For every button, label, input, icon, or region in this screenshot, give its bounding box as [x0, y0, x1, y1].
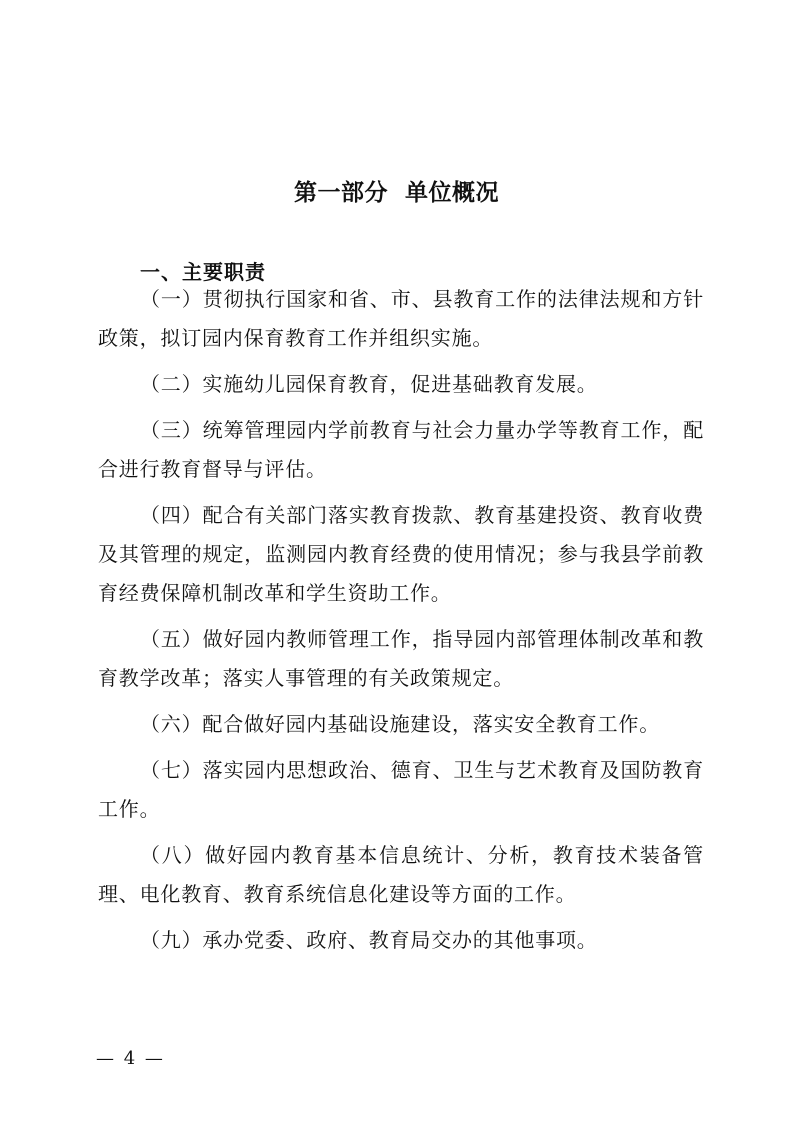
duty-paragraph-1: （一）贯彻执行国家和省、市、县教育工作的法律法规和方针政策，拟订园内保育教育工作并组织实施。 [98, 287, 704, 350]
duty-paragraph-5: （五）做好园内教师管理工作，指导园内部管理体制改革和教育教学改革；落实人事管理的有关政策规定。 [98, 627, 704, 690]
page-number: — 4 — [96, 1048, 165, 1069]
duty-paragraph-7: （七）落实园内思想政治、德育、卫生与艺术教育及国防教育工作。 [98, 758, 704, 821]
page-title: 第一部分 单位概况 [293, 180, 499, 206]
duty-paragraph-9: （九）承办党委、政府、教育局交办的其他事项。 [140, 928, 598, 952]
section-heading: 一、主要职责 [140, 260, 266, 284]
duty-paragraph-2: （二）实施幼儿园保育教育，促进基础教育发展。 [140, 372, 598, 396]
duty-paragraph-3: （三）统筹管理园内学前教育与社会力量办学等教育工作，配合进行教育督导与评估。 [98, 418, 704, 481]
duty-paragraph-8: （八）做好园内教育基本信息统计、分析，教育技术装备管理、电化教育、教育系统信息化建设等方面的工作。 [98, 843, 704, 906]
duty-paragraph-4: （四）配合有关部门落实教育拨款、教育基建投资、教育收费及其管理的规定，监测园内教育经费的使用情况；参与我县学前教育经费保障机制改革和学生资助工作。 [98, 503, 704, 605]
duties-list [98, 280, 704, 967]
duty-paragraph-6: （六）配合做好园内基础设施建设，落实安全教育工作。 [140, 712, 660, 736]
